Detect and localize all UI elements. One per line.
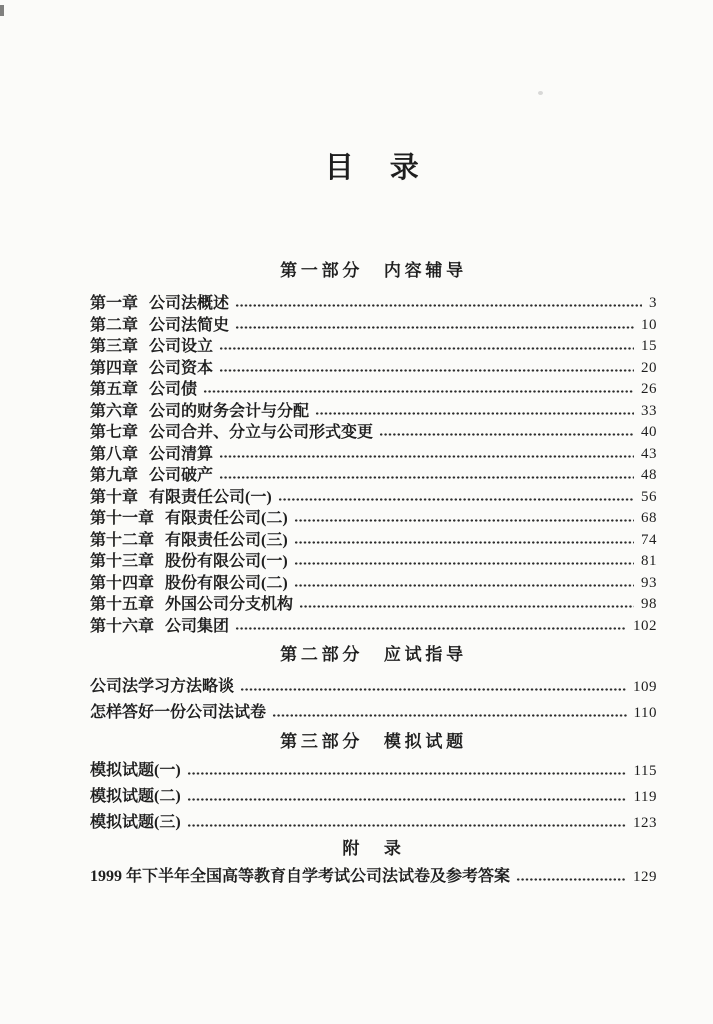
dot-leader <box>187 798 627 801</box>
dot-leader <box>294 541 634 544</box>
toc-entry <box>90 358 657 380</box>
toc-entry <box>90 758 657 784</box>
entry-chapter-label: 第六章 <box>90 402 139 420</box>
entry-page-number: 98 <box>641 596 657 612</box>
entry-page-number: 3 <box>649 295 657 311</box>
entry-page-number: 93 <box>641 574 657 591</box>
entry-title: 模拟试题(二) <box>90 788 181 805</box>
dot-leader <box>235 627 626 630</box>
dot-leader <box>278 498 634 501</box>
entry-chapter-label: 第十五章 <box>90 596 155 613</box>
dot-leader <box>294 584 634 587</box>
toc-entry <box>90 465 657 487</box>
dot-leader <box>187 772 627 775</box>
dot-leader <box>240 688 626 691</box>
toc-entry <box>90 422 657 444</box>
entry-title: 怎样答好一份公司法试卷 <box>90 704 267 721</box>
entry-page-number: 74 <box>641 531 657 548</box>
toc-entry <box>90 864 657 890</box>
section-heading-appendix: 附 录 <box>342 839 405 858</box>
toc-entry <box>90 336 657 358</box>
toc-section-part3 <box>90 729 657 836</box>
entry-title: 公司集团 <box>165 617 230 635</box>
entry-page-number: 56 <box>641 488 657 505</box>
scan-artifact <box>538 91 543 95</box>
page-title: 目 录 <box>324 152 423 184</box>
entry-page-number: 43 <box>641 445 657 462</box>
entry-chapter-label: 第八章 <box>90 445 139 463</box>
entry-title: 公司法简史 <box>149 316 230 334</box>
dot-leader <box>315 412 634 415</box>
entry-page-number: 15 <box>641 338 657 354</box>
entry-title: 公司清算 <box>149 445 214 463</box>
entry-title: 公司法学习方法略谈 <box>90 678 235 695</box>
entry-page-number: 48 <box>641 467 657 483</box>
section-heading-part2: 第二部分 应试指导 <box>280 645 467 664</box>
entry-chapter-label: 第十章 <box>90 488 139 506</box>
toc-entry <box>90 616 657 638</box>
toc-entry <box>90 293 657 315</box>
toc-entry <box>90 573 657 595</box>
toc-entry <box>90 784 657 810</box>
entry-page-number: 10 <box>641 316 657 333</box>
toc-entry <box>90 444 657 466</box>
entry-chapter-label: 第四章 <box>90 359 139 377</box>
entry-chapter-label: 第十四章 <box>90 574 155 592</box>
entry-title: 公司资本 <box>149 359 214 377</box>
entry-page-number: 123 <box>633 815 657 831</box>
toc-list-part2 <box>90 674 657 726</box>
entry-chapter-label: 第十一章 <box>90 510 155 527</box>
entry-chapter-label: 第十二章 <box>90 531 155 549</box>
toc-entry <box>90 700 657 726</box>
entry-page-number: 68 <box>641 510 657 526</box>
dot-leader <box>235 304 642 307</box>
entry-title: 公司破产 <box>149 467 214 484</box>
entry-page-number: 33 <box>641 402 657 419</box>
toc-entry <box>90 315 657 337</box>
toc-entry <box>90 487 657 509</box>
entry-page-number: 119 <box>633 789 657 805</box>
dot-leader <box>219 347 634 350</box>
entry-title: 公司合并、分立与公司形式变更 <box>149 424 374 441</box>
entry-title: 模拟试题(三) <box>90 814 181 831</box>
entry-page-number: 26 <box>641 381 657 397</box>
entry-page-number: 115 <box>633 763 657 779</box>
entry-title: 外国公司分支机构 <box>165 596 294 613</box>
entry-page-number: 110 <box>633 705 657 721</box>
entry-chapter-label: 第九章 <box>90 467 139 484</box>
dot-leader <box>219 476 634 479</box>
entry-chapter-label: 第十三章 <box>90 553 155 570</box>
entry-page-number: 40 <box>641 424 657 440</box>
toc-section-part2 <box>90 642 657 726</box>
dot-leader <box>516 878 626 881</box>
scan-artifact <box>0 5 4 16</box>
entry-title: 模拟试题(一) <box>90 762 181 779</box>
entry-chapter-label: 第二章 <box>90 316 139 334</box>
entry-title: 公司法概述 <box>149 295 230 312</box>
toc-entry <box>90 530 657 552</box>
entry-chapter-label: 第七章 <box>90 424 139 441</box>
toc-entry <box>90 379 657 401</box>
toc-section-part1 <box>90 258 657 637</box>
toc-entry <box>90 551 657 573</box>
toc-entry <box>90 674 657 700</box>
entry-chapter-label: 第五章 <box>90 381 139 398</box>
entry-page-number: 81 <box>641 553 657 569</box>
entry-title: 公司设立 <box>149 338 214 355</box>
toc-list-part3 <box>90 758 657 836</box>
toc-entry <box>90 401 657 423</box>
entry-page-number: 129 <box>633 869 657 885</box>
toc-entry <box>90 810 657 836</box>
entry-chapter-label: 第一章 <box>90 295 139 312</box>
dot-leader <box>219 455 634 458</box>
dot-leader <box>272 714 627 717</box>
entry-title: 有限责任公司(三) <box>165 531 288 549</box>
section-heading-part1: 第一部分 内容辅导 <box>280 261 467 280</box>
dot-leader <box>299 605 634 608</box>
toc-entry <box>90 508 657 530</box>
entry-page-number: 109 <box>633 679 657 695</box>
dot-leader <box>235 326 634 329</box>
entry-title: 有限责任公司(二) <box>165 510 288 527</box>
entry-title: 公司债 <box>149 381 198 398</box>
toc-list-appendix <box>90 864 657 890</box>
entry-title: 股份有限公司(一) <box>165 553 288 570</box>
toc-list-part1 <box>90 293 657 637</box>
dot-leader <box>294 562 634 565</box>
entry-title: 公司的财务会计与分配 <box>149 402 310 420</box>
entry-chapter-label: 第三章 <box>90 338 139 355</box>
toc-entry <box>90 594 657 616</box>
dot-leader <box>187 824 626 827</box>
dot-leader <box>294 519 634 522</box>
entry-title: 股份有限公司(二) <box>165 574 288 592</box>
toc-section-appendix <box>90 836 657 890</box>
entry-title: 1999 年下半年全国高等教育自学考试公司法试卷及参考答案 <box>90 868 511 885</box>
entry-chapter-label: 第十六章 <box>90 617 155 635</box>
entry-page-number: 102 <box>633 617 657 634</box>
entry-title: 有限责任公司(一) <box>149 488 272 506</box>
dot-leader <box>379 433 634 436</box>
entry-page-number: 20 <box>641 359 657 376</box>
dot-leader <box>219 369 634 372</box>
dot-leader <box>203 390 634 393</box>
section-heading-part3: 第三部分 模拟试题 <box>280 732 467 751</box>
